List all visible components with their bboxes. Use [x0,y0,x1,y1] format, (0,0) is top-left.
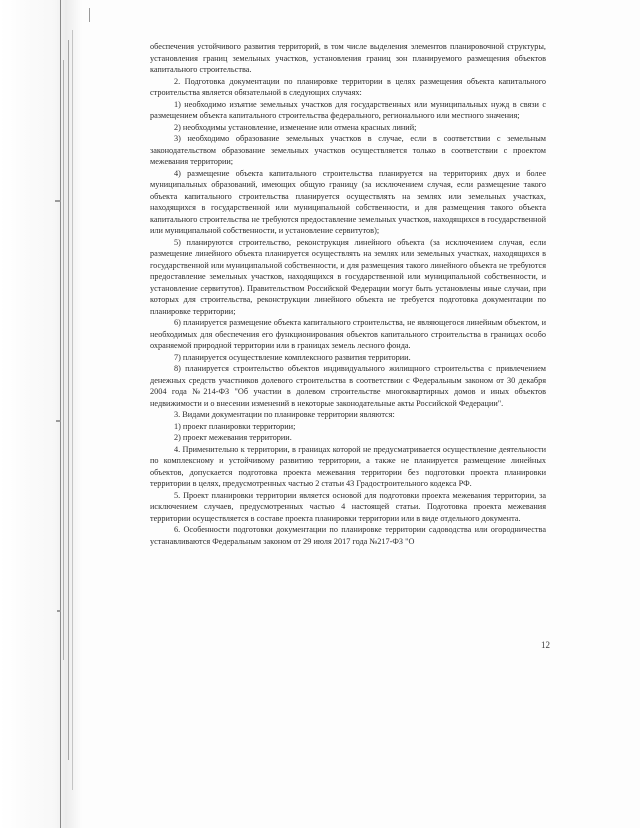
scan-edge-mark [55,200,61,202]
paragraph: 2. Подготовка документации по планировке территории в целях размещения объекта капитального строительства является обязательной в следующих случаях: [150,76,546,97]
scan-edge-mark [56,420,61,422]
document-body [150,41,546,547]
scan-binding-edge [0,0,82,828]
scan-edge-line [72,30,73,790]
paragraph: 1) проект планировки территории; [174,421,296,431]
paragraph: 6. Особенности подготовки документации по планировке территории садоводства или огородничества устанавливаются Федеральным законом от 29 июля 2017 года №217-ФЗ "О [150,525,546,546]
paragraph: 6) планируется размещение объекта капитального строительства, не являющегося линейным объектом, и необходимых для обеспечения его функционирования объектов капитального строительства в границах особо охраняемой природной территории или в границах земель лесного фонда. [150,318,546,350]
paragraph: обеспечения устойчивого развития территорий, в том числе выделения элементов планировочной структуры, установления границ земельных участков, установления границ зон планируемого размещения объектов капитального строительства. [150,42,546,74]
paragraph: 3. Видами документации по планировке территории являются: [174,410,395,419]
paragraph: 4. Применительно к территории, в границах которой не предусматривается осуществление деятельности по комплексному и устойчивому развитию территории, а также не планируется размещение линейных объектов, допускается подготовка проекта межевания территории без подготовки проекта планировки территории в целях, предусмотренных частью 2 статьи 43 Градостроительного кодекса РФ. [150,444,546,488]
paragraph: 3) необходимо образование земельных участков в случае, если в соответствии с земельным законодательством образование земельных участков осуществляется только в соответствии с проектом межевания территории; [150,134,546,166]
scan-edge-line [60,0,61,828]
paragraph: 4) размещение объекта капитального строительства планируется на территориях двух и более муниципальных образований, имеющих общую границу (за исключением случая, если размещение такого объекта капитального строительства планируется осуществлять на землях или земельных участках, находящихся в государственной или муниципальной собственности, и для размещения такого объекта капитального строительства не требуются предоставление земельных участков, находящихся в государственной или муниципальной собственности, и установление сервитутов); [150,168,546,235]
scan-edge-line [68,40,69,760]
paragraph: 1) необходимо изъятие земельных участков для государственных или муниципальных нужд в связи с размещением объекта капитального строительства федерального, регионального или местного значения; [150,99,546,120]
paragraph: 7) планируется осуществление комплексного развития территории. [174,352,411,362]
paragraph: 5) планируются строительство, реконструкция линейного объекта (за исключением случая, если размещение линейного объекта планируется осуществлять на землях или земельных участках, находящихся в государственной или муниципальной собственности, и для размещения такого линейного объекта не требуются предоставление земельных участков, находящихся в государственной или муниципальной собственности, и установление сервитутов). Правительством Российской Федерации могут быть установлены иные случаи, при которых для строительства, реконструкции линейного объекта не требуется подготовка документации по планировке территории; [150,237,546,316]
scan-edge-mark [89,8,90,22]
paragraph: 2) необходимы установление, изменение или отмена красных линий; [174,122,417,132]
paragraph: 8) планируется строительство объектов индивидуального жилищного строительства с привлечением денежных средств участников долевого строительства в соответствии с Федеральным законом от 30 декабря 2004 года №214-ФЗ "Об участии в долевом строительстве многоквартирных домов и иных объектов недвижимости и о внесении изменений в некоторые законодательные акты Российской Федерации". [150,364,546,408]
page-number: 12 [541,640,550,650]
paragraph: 2) проект межевания территории. [174,433,292,442]
scan-edge-line [63,60,64,660]
scan-edge-mark [57,610,61,612]
paragraph: 5. Проект планировки территории является основой для подготовки проекта межевания территории, за исключением случаев, предусмотренных частью 4 настоящей статьи. Подготовка проекта межевания территории осуществляется в составе проекта планировки территории или в виде отдельного документа. [150,490,546,523]
